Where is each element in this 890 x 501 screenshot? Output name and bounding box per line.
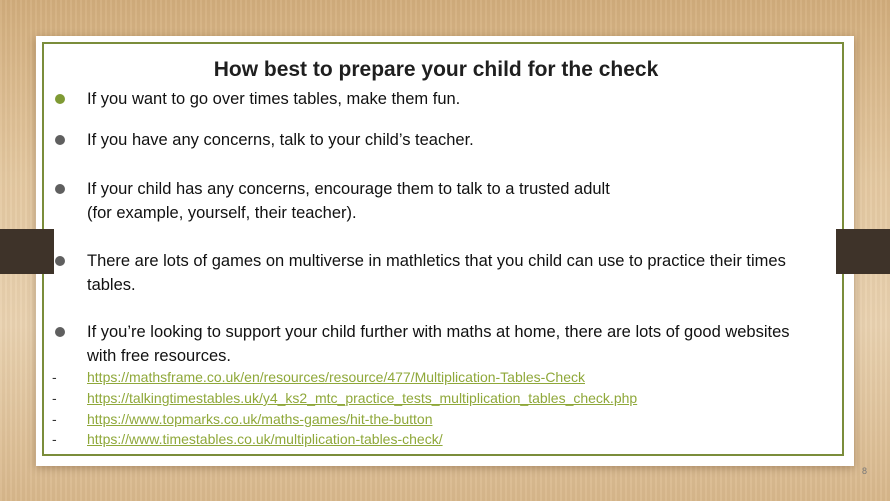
bullet-text bbox=[87, 320, 837, 368]
resource-link-row bbox=[52, 409, 842, 429]
bullet-text bbox=[87, 249, 837, 297]
bullet-dot-icon bbox=[55, 184, 65, 194]
page-number: 8 bbox=[862, 466, 868, 476]
bullet-dot-icon bbox=[55, 135, 65, 145]
bullet-text: If you want to go over times tables, make them fun. bbox=[87, 90, 461, 108]
bullet-line-1: If your child has any concerns, encourage them to talk to a trusted adult bbox=[87, 180, 610, 198]
bullet-dot-icon bbox=[55, 94, 65, 104]
bullet-line-1: There are lots of games on multiverse in mathletics that you child can use to practice their times bbox=[87, 252, 786, 270]
resource-link-mathsframe[interactable]: https://mathsframe.co.uk/en/resources/resource/477/Multiplication-Tables-Check bbox=[87, 369, 585, 385]
list-dash: - bbox=[52, 411, 57, 427]
list-dash: - bbox=[52, 369, 57, 385]
decorative-tab-left bbox=[0, 229, 54, 274]
resource-link-topmarks[interactable]: https://www.topmarks.co.uk/maths-games/hit-the-button bbox=[87, 411, 433, 427]
decorative-tab-right bbox=[836, 229, 890, 274]
resource-link-talkingtimestables[interactable]: https://talkingtimestables.uk/y4_ks2_mtc_practice_tests_multiplication_tables_check.php bbox=[87, 390, 638, 406]
list-dash: - bbox=[52, 431, 57, 447]
resource-link-row bbox=[52, 367, 842, 387]
bullet-text bbox=[87, 177, 837, 225]
bullet-line-2: (for example, yourself, their teacher). bbox=[87, 204, 357, 222]
bullet-text: If you have any concerns, talk to your child’s teacher. bbox=[87, 131, 474, 149]
bullet-line-2: with free resources. bbox=[87, 347, 231, 365]
bullet-dot-icon bbox=[55, 327, 65, 337]
resource-link-timestables[interactable]: https://www.timestables.co.uk/multiplication-tables-check/ bbox=[87, 431, 443, 447]
resource-link-row bbox=[52, 388, 842, 408]
list-dash: - bbox=[52, 390, 57, 406]
bullet-dot-icon bbox=[55, 256, 65, 266]
resource-link-row bbox=[52, 429, 842, 449]
bullet-line-1: If you’re looking to support your child further with maths at home, there are lots of good websites bbox=[87, 323, 790, 341]
slide-title: How best to prepare your child for the check bbox=[213, 58, 659, 81]
bullet-line-2: tables. bbox=[87, 276, 136, 294]
